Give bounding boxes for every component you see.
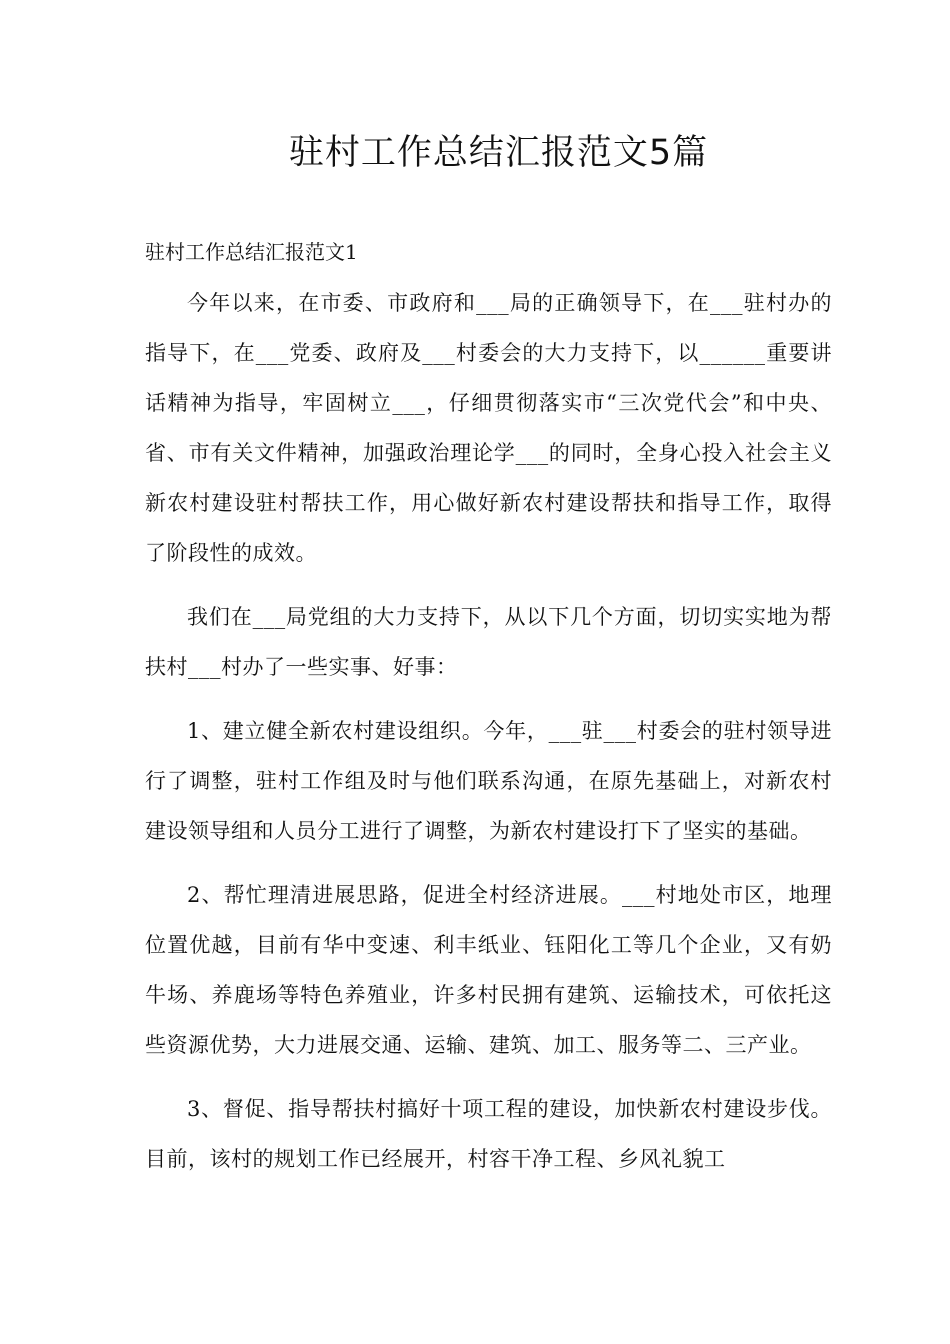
paragraph-lead-in: 我们在___局党组的大力支持下，从以下几个方面，切切实实地为帮扶村___村办了一些实事、好事： <box>145 605 832 679</box>
paragraph-item-3: 3、督促、指导帮扶村搞好十项工程的建设，加快新农村建设步伐。目前，该村的规划工作已经展开，村容干净工程、乡风礼貌工 <box>145 1097 832 1171</box>
section-heading: 驻村工作总结汇报范文1 <box>145 240 358 264</box>
paragraph-item-2: 2、帮忙理清进展思路，促进全村经济进展。___村地处市区，地理位置优越，目前有华中变速、利丰纸业、钰阳化工等几个企业，又有奶牛场、养鹿场等特色养殖业，许多村民拥有建筑、运输技术，可依托这些资源优势，大力进展交通、运输、建筑、加工、服务等二、三产业。 <box>145 883 832 1057</box>
document-title: 驻村工作总结汇报范文5篇 <box>288 133 709 173</box>
paragraph-intro: 今年以来，在市委、市政府和___局的正确领导下，在___驻村办的指导下，在___党委、政府及___村委会的大力支持下，以______重要讲话精神为指导，牢固树立___，仔细贯彻落实市“三次党代会”和中央、省、市有关文件精神，加强政治理论学___的同时，全身心投入社会主义新农村建设驻村帮扶工作，用心做好新农村建设帮扶和指导工作，取得了阶段性的成效。 <box>145 291 832 565</box>
paragraph-item-1: 1、建立健全新农村建设组织。今年，___驻___村委会的驻村领导进行了调整，驻村工作组及时与他们联系沟通，在原先基础上，对新农村建设领导组和人员分工进行了调整，为新农村建设打下了坚实的基础。 <box>145 719 832 843</box>
